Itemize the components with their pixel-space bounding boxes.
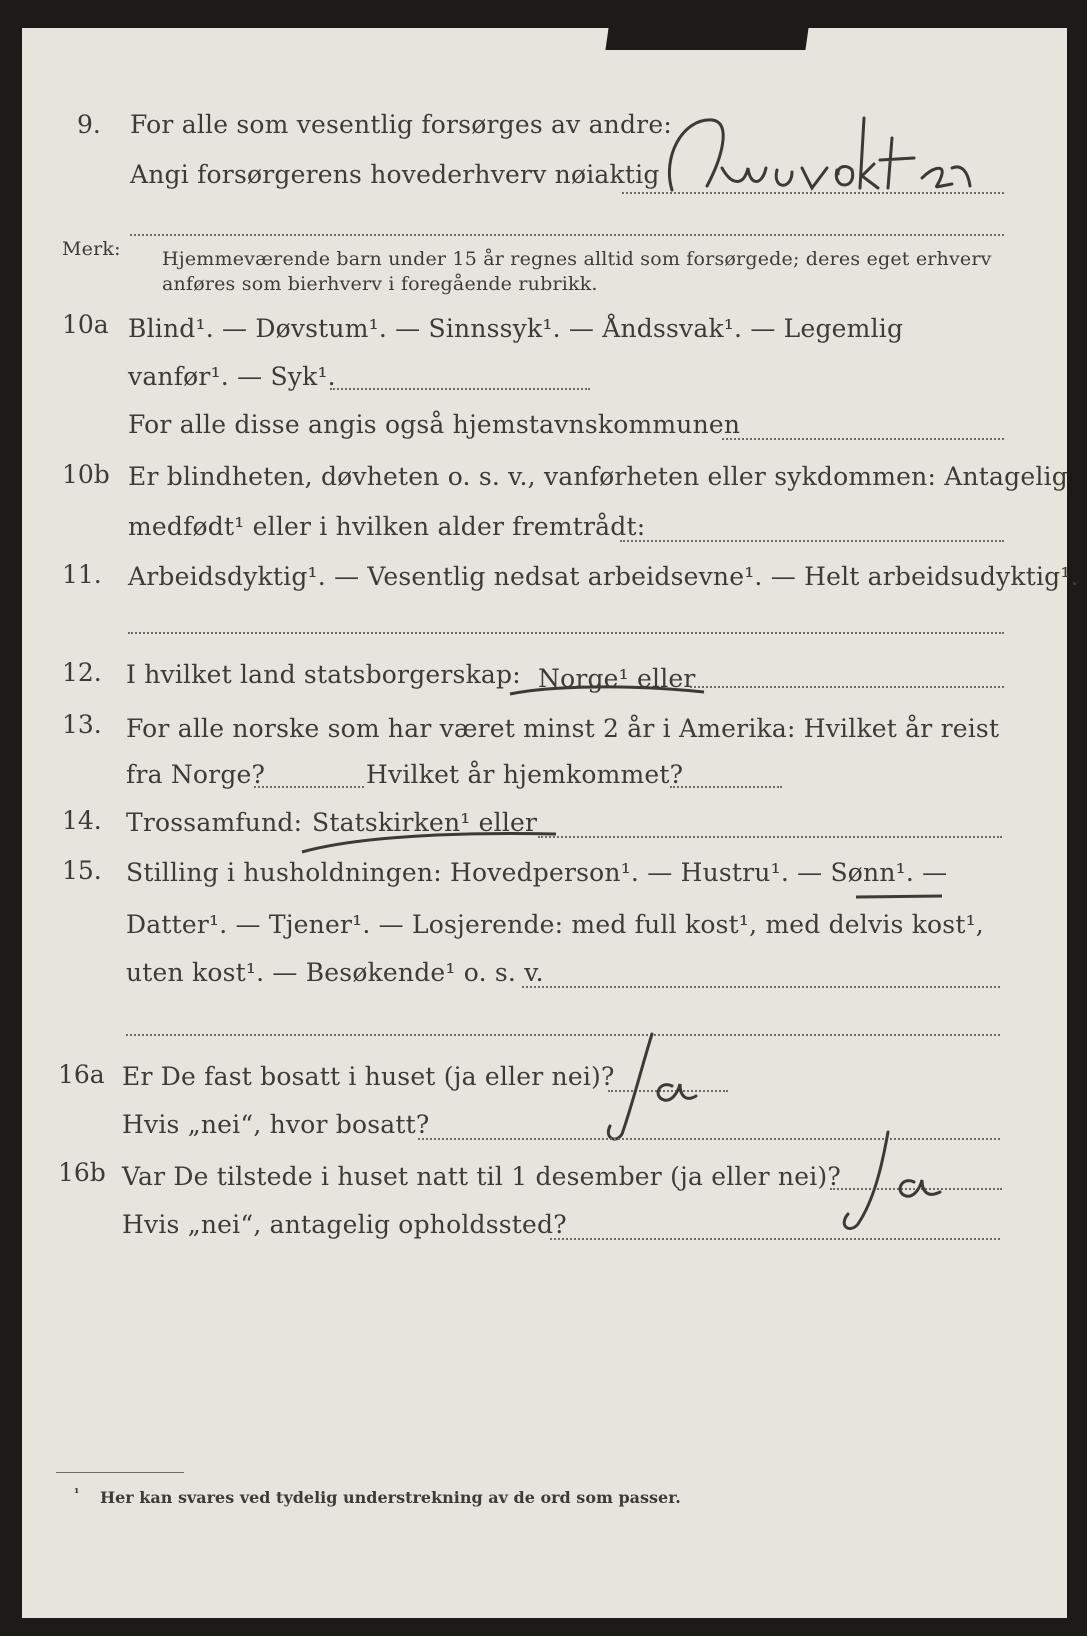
q16a-handwritten-answer: [582, 1026, 712, 1150]
q10b-number: 10b: [62, 460, 110, 489]
q14-line1: Trossamfund:: [126, 808, 303, 837]
q16a-line1: Er De fast bosatt i huset (ja eller nei)?: [122, 1062, 615, 1091]
q16b-line1: Var De tilstede i huset natt til 1 desember (ja eller nei)?: [122, 1162, 841, 1191]
q10a-number: 10a: [62, 310, 109, 339]
q15-extra-line: [126, 1034, 1000, 1036]
q16b-handwritten-answer: [818, 1126, 958, 1240]
q16b-opholdssted-line: [550, 1238, 1000, 1240]
q9-line1: For alle som vesentlig forsørges av andre:: [130, 110, 672, 139]
merk-line2: anføres som bierhverv i foregående rubrikk.: [162, 273, 598, 295]
q15-line1: Stilling i husholdningen: Hovedperson¹. — Hustru¹. — Sønn¹. —: [126, 858, 948, 887]
q13-line2b: Hvilket år hjemkommet?: [366, 760, 684, 789]
q10a-kommune-line: [722, 438, 1004, 440]
merk-line1: Hjemmeværende barn under 15 år regnes alltid som forsørgede; deres eget erhverv: [162, 248, 992, 270]
q10b-line1: Er blindheten, døvheten o. s. v., vanførheten eller sykdommen: Antagelig: [128, 462, 1068, 491]
q14-answer-line: [538, 836, 1002, 838]
q15-answer-line: [522, 986, 1000, 988]
q10a-line1: Blind¹. — Døvstum¹. — Sinnssyk¹. — Åndssvak¹. — Legemlig: [128, 314, 904, 343]
q11-line1: Arbeidsdyktig¹. — Vesentlig nedsat arbeidsevne¹. — Helt arbeidsudyktig¹.: [128, 562, 1079, 591]
q10b-answer-line: [620, 540, 1004, 542]
footnote-rule: [56, 1472, 184, 1473]
q13-hjemkommet-line: [670, 786, 782, 788]
q14-number: 14.: [62, 806, 102, 835]
q9-handwritten-answer: [652, 98, 1012, 212]
q10a-syk-line: [330, 388, 590, 390]
q12-line1: I hvilket land statsborgerskap:: [126, 660, 521, 689]
q9-extra-line: [130, 234, 1004, 236]
q12-answer-line: [690, 686, 1004, 688]
q11-number: 11.: [62, 560, 102, 589]
q16a-line2: Hvis „nei“, hvor bosatt?: [122, 1110, 430, 1139]
q10a-line3: For alle disse angis også hjemstavnskommunen: [128, 410, 741, 439]
q13-number: 13.: [62, 710, 102, 739]
q16b-line2: Hvis „nei“, antagelig opholdssted?: [122, 1210, 567, 1239]
footnote-mark: ¹: [74, 1486, 80, 1500]
q15-line3: uten kost¹. — Besøkende¹ o. s. v.: [126, 958, 544, 987]
page-tab-shadow: [605, 28, 808, 50]
q12-option: Norge¹ eller: [538, 664, 696, 693]
q13-line2a: fra Norge?: [126, 760, 266, 789]
q12-number: 12.: [62, 658, 102, 687]
q14-underline-mark: [300, 828, 560, 862]
q10b-line2: medfødt¹ eller i hvilken alder fremtrådt:: [128, 512, 646, 541]
q13-reist-line: [254, 786, 364, 788]
q13-line1: For alle norske som har været minst 2 år i Amerika: Hvilket år reist: [126, 714, 1000, 743]
census-form-page: [22, 28, 1079, 1618]
q14-option: Statskirken¹ eller: [312, 808, 538, 837]
q15-sonn-underline: [854, 888, 944, 907]
q10a-line2: vanfør¹. — Syk¹.: [128, 362, 336, 391]
footnote-text: Her kan svares ved tydelig understrekning av de ord som passer.: [100, 1488, 681, 1507]
q15-number: 15.: [62, 856, 102, 885]
q12-underline-mark: [508, 682, 708, 710]
q11-extra-line: [128, 632, 1004, 634]
q16a-number: 16a: [58, 1060, 105, 1089]
q16b-number: 16b: [58, 1158, 106, 1187]
q9-number: 9.: [77, 110, 101, 139]
q9-line2: Angi forsørgerens hovederhverv nøiaktig: [130, 160, 660, 189]
q15-line2: Datter¹. — Tjener¹. — Losjerende: med full kost¹, med delvis kost¹,: [126, 910, 984, 939]
merk-label: Merk:: [62, 238, 121, 260]
